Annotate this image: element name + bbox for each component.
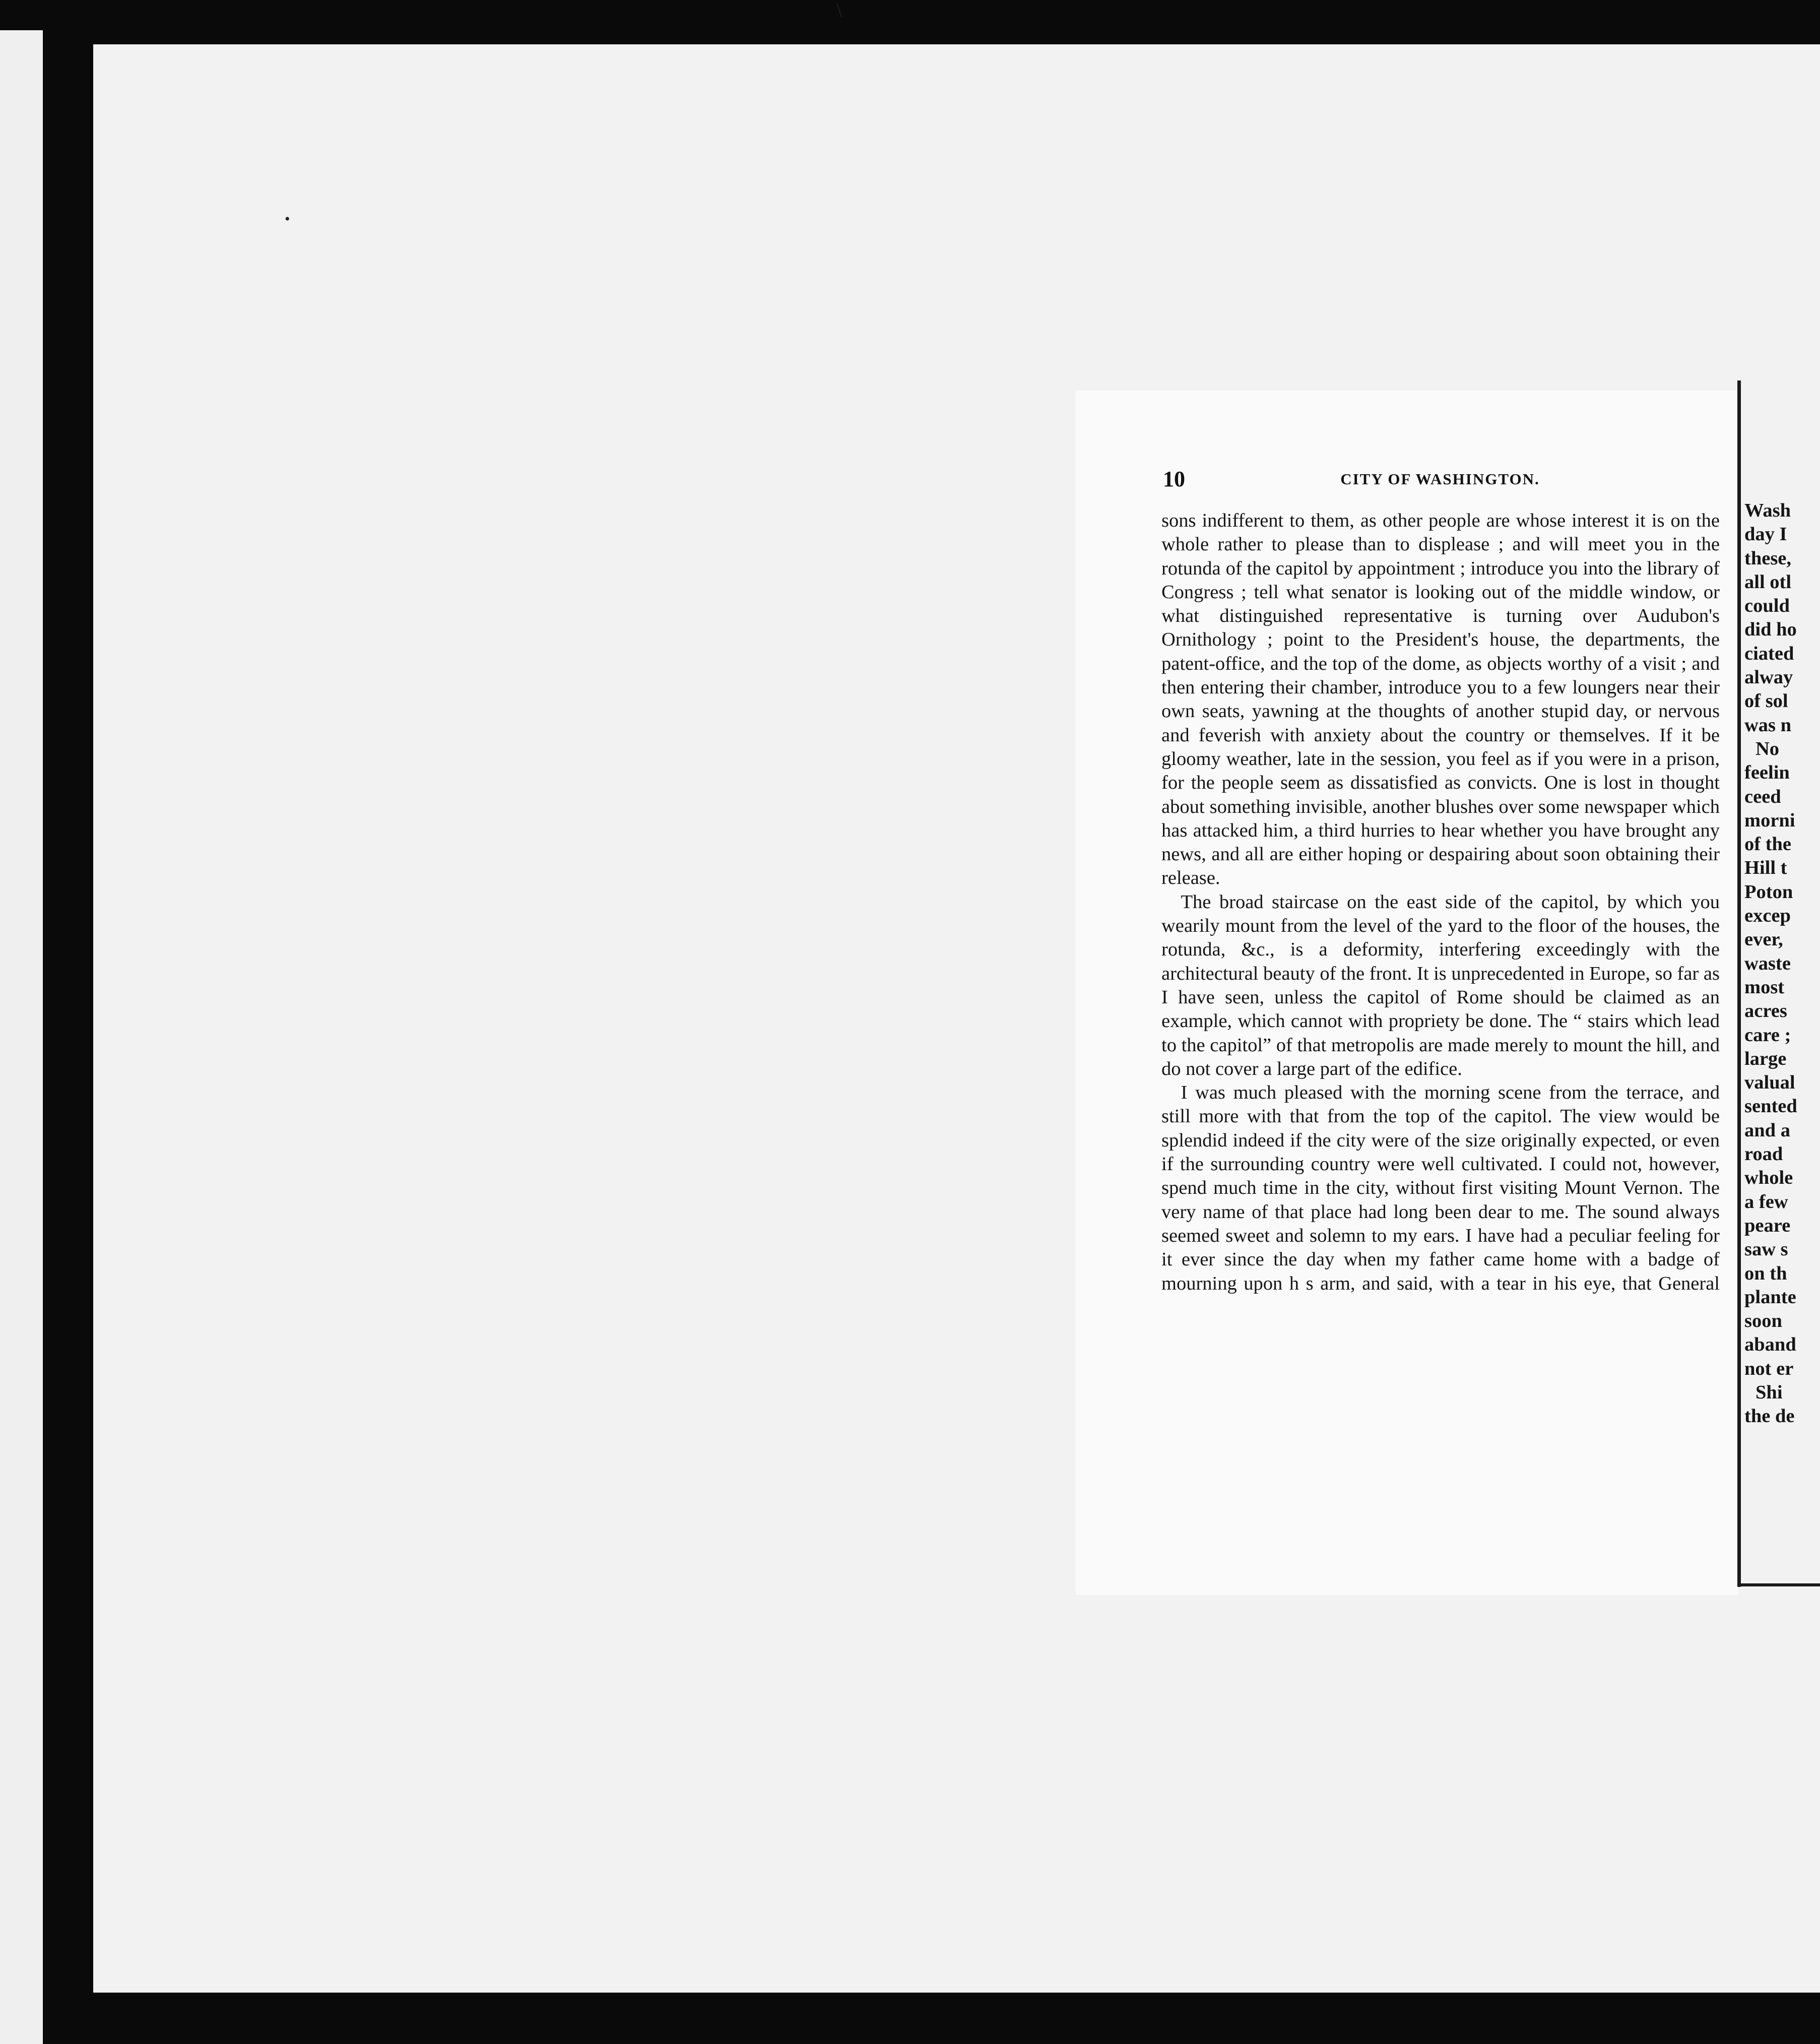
facing-page-line: these, (1744, 547, 1792, 569)
facing-page-line: Wash (1744, 500, 1791, 521)
facing-page-line: Hill t (1744, 857, 1787, 879)
facing-page-line: soon (1744, 1310, 1782, 1332)
facing-page-line: No (1756, 738, 1780, 759)
previous-page-edge (0, 30, 52, 2044)
facing-page-line: acres (1744, 1000, 1787, 1022)
facing-page-line: a few (1744, 1191, 1788, 1212)
binding-gutter-line (1737, 380, 1741, 1587)
facing-page-fragment (1744, 499, 1820, 1429)
facing-page-line: whole (1744, 1167, 1793, 1189)
paragraph: The broad staircase on the east side of the capitol, by which you wearily mount from the level of the yard to the floor of the houses, the rotunda, &c., is a deformity, interfering exceedingly with the architectural beauty of the front. It is unprecedented in Europe, so far as I have seen, unless the capitol of Rome should be claimed as an example, which cannot with propriety be done. The “ stairs which lead to the capitol” of that metropolis are made merely to mount the hill, and do not cover a large part of the edifice. (1161, 891, 1720, 1079)
binding-gutter-foot (1737, 1583, 1820, 1586)
facing-page-line: morni (1744, 809, 1795, 831)
facing-page-line: alway (1744, 667, 1793, 688)
facing-page-line: did ho (1744, 619, 1797, 641)
facing-page-line: day I (1744, 524, 1787, 545)
page-header (1163, 466, 1717, 491)
paragraph: I was much pleased with the morning scene from the terrace, and still more with that from the top of the capitol. The view would be splendid indeed if the city were of the size originally expected, or even if the surrounding country were well cultivated. I could not, however, spend much time in the city, without first visiting Mount Vernon. The very name of that place had long been dear to me. The sound always seemed sweet and solemn to my ears. I have had a peculiar feeling for it ever since the day when my father came home with a badge of mourning upon h s arm, and said, with a tear in his eye, that General (1161, 1082, 1720, 1294)
facing-page-line: all otl (1744, 571, 1792, 593)
facing-page-line: large (1744, 1048, 1787, 1069)
facing-page-line: could (1744, 595, 1790, 617)
facing-page-line: ceed (1744, 786, 1781, 807)
scan-speck: • (285, 211, 290, 227)
paragraph: sons indifferent to them, as other people are whose interest it is on the whole rather to please than to displease ; and will meet you in the rotunda of the capitol by appointment ; introduce you into the library of Congress ; tell what senator is looking out of the middle window, or what distinguished representative is turning over Audubon's Ornithology ; point to the President's house, the departments, the patent-office, and the top of the dome, as objects worthy of a visit ; and then entering their chamber, introduce you to a few loungers near their own seats, yawning at the thoughts of another stupid day, or nervous and feverish with anxiety about the country or themselves. If it be gloomy weather, late in the session, you feel as if you were in a prison, for the people seem as dissatisfied as convicts. One is lost in thought about something invisible, another blushes over some newspaper which has attacked him, a third hurries to hear whether you have brought any news, and all are either hoping or despairing about soon obtaining their release. (1161, 510, 1720, 889)
facing-page-line: on th (1744, 1262, 1787, 1284)
page-body (1161, 509, 1720, 1296)
running-title: CITY OF WASHINGTON. (1340, 470, 1540, 488)
facing-page-line: peare (1744, 1215, 1791, 1236)
facing-page-line: saw s (1744, 1239, 1788, 1260)
facing-page-line: most (1744, 976, 1785, 998)
facing-page-line: feelin (1744, 762, 1790, 784)
facing-page-line: care ; (1744, 1024, 1791, 1046)
facing-page-line: aband (1744, 1334, 1796, 1356)
facing-page-line: of the (1744, 834, 1792, 855)
facing-page-line: Poton (1744, 881, 1793, 903)
scan-mark: \ (836, 0, 842, 21)
facing-page-line: and a (1744, 1119, 1790, 1141)
facing-page-line: excep (1744, 905, 1791, 927)
facing-page-line: Shi (1756, 1381, 1783, 1403)
facing-page-line: of sol (1744, 690, 1788, 712)
facing-page-line: ever, (1744, 929, 1783, 950)
facing-page-line: ciated (1744, 643, 1794, 664)
facing-page-line: plante (1744, 1286, 1796, 1308)
facing-page-line: the de (1744, 1406, 1795, 1427)
facing-page-line: road (1744, 1143, 1783, 1165)
facing-page-line: valual (1744, 1072, 1795, 1094)
facing-page-line: not er (1744, 1358, 1794, 1379)
facing-page-line: waste (1744, 952, 1791, 974)
facing-page-line: sented (1744, 1096, 1797, 1117)
page-number: 10 (1163, 467, 1185, 491)
facing-page-line: was n (1744, 714, 1792, 736)
